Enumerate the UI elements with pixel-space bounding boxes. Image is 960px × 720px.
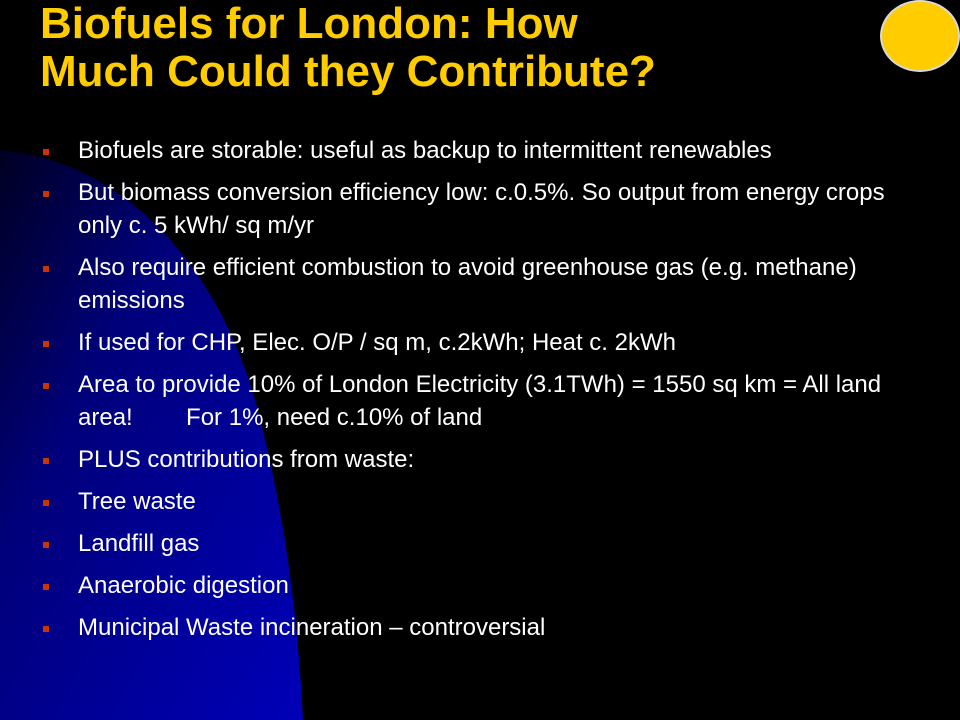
bullet-item [40,368,930,434]
bullet-item [40,527,930,560]
bullet-text: Municipal Waste incineration – controversial [78,614,546,641]
bullet-item [40,611,930,644]
bullet-item [40,176,930,242]
bullet-square-icon [43,500,49,506]
bullet-square-icon [43,542,49,548]
bullet-item [40,443,930,476]
bullet-item [40,134,930,167]
sun-circle-decoration [880,0,960,72]
bullet-text: Tree waste [78,488,196,515]
bullet-item [40,251,930,317]
bullet-list [40,134,930,653]
bullet-square-icon [43,341,49,347]
bullet-text: If used for CHP, Elec. O/P / sq m, c.2kWh; Heat c. 2kWh [78,329,676,356]
slide-title-line-2: Much Could they Contribute? [40,47,656,96]
bullet-text: Biofuels are storable: useful as backup to intermittent renewables [78,137,772,164]
bullet-square-icon [43,149,49,155]
bullet-square-icon [43,383,49,389]
bullet-item [40,569,930,602]
bullet-text: Landfill gas [78,530,200,557]
bullet-text: PLUS contributions from waste: [78,446,415,473]
bullet-item [40,326,930,359]
slide-title [40,0,880,96]
bullet-text: Area to provide 10% of London Electricity (3.1TWh) = 1550 sq km = All land area! For 1%, need c.10% of land [78,371,888,431]
bullet-square-icon [43,584,49,590]
bullet-text: But biomass conversion efficiency low: c.0.5%. So output from energy crops only c. 5 kWh/ sq m/yr [78,179,885,239]
bullet-square-icon [43,266,49,272]
bullet-item [40,485,930,518]
bullet-text: Also require efficient combustion to avoid greenhouse gas (e.g. methane) emissions [78,254,857,314]
bullet-square-icon [43,458,49,464]
bullet-square-icon [43,626,49,632]
bullet-text: Anaerobic digestion [78,572,289,599]
bullet-square-icon [43,191,49,197]
slide-title-line-1: Biofuels for London: How [40,0,578,48]
